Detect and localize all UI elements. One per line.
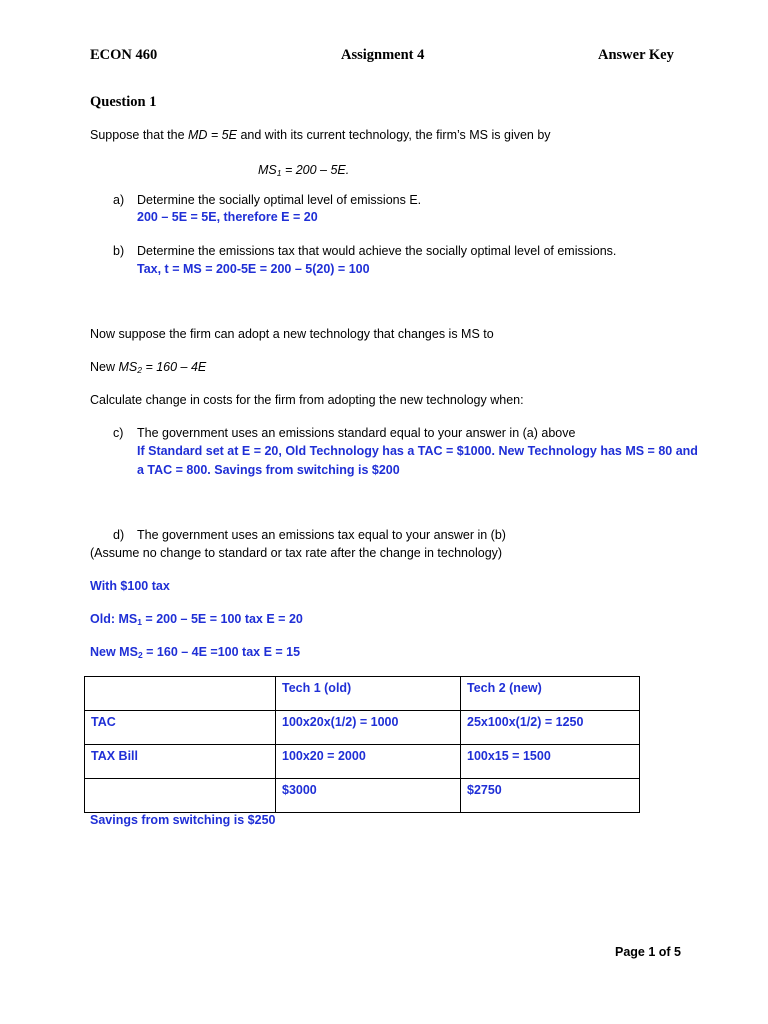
part-c-question: c) The government uses an emissions standard equal to your answer in (a) above <box>113 426 576 440</box>
part-c-answer-line2: a TAC = 800. Savings from switching is $200 <box>137 463 400 477</box>
table-cell: $3000 <box>276 779 461 813</box>
table-cell: TAC <box>85 711 276 745</box>
table-cell <box>85 779 276 813</box>
cost-table <box>84 676 640 813</box>
new-tech-equation: New $MS_2 = 160 - 4E =100$ tax E = 15 <box>90 645 301 660</box>
table-cell: 100x20x(1/2) = 1000 <box>276 711 461 745</box>
calc-text: Calculate change in costs for the firm from adopting the new technology when: <box>90 393 524 407</box>
old-tech-equation: Old: $MS_1 = 200 - 5E = 100$ tax E = 20 <box>90 612 303 627</box>
part-a-answer: 200 – 5E = 5E, therefore E = 20 <box>137 210 318 224</box>
assignment-title: Assignment 4 <box>341 47 425 63</box>
table-cell: $2750 <box>461 779 640 813</box>
new-tech-text: Now suppose the firm can adopt a new technology that changes is MS to <box>90 327 494 341</box>
table-cell: 25x100x(1/2) = 1250 <box>461 711 640 745</box>
table-row <box>85 745 640 779</box>
answer-key-label: Answer Key <box>598 47 674 63</box>
part-c-answer-line1: If Standard set at E = 20, Old Technology has a TAC = $1000. New Technology has MS = 80 and <box>137 444 698 458</box>
table-cell: Tech 2 (new) <box>461 677 640 711</box>
part-b-question: b) Determine the emissions tax that would achieve the socially optimal level of emissions. <box>113 244 617 258</box>
table-cell: Tech 1 (old) <box>276 677 461 711</box>
course-code: ECON 460 <box>90 47 158 63</box>
part-b-answer: Tax, t = MS = 200-5E = 200 – 5(20) = 100 <box>137 262 370 276</box>
table-cell: 100x15 = 1500 <box>461 745 640 779</box>
part-a-question: a) Determine the socially optimal level of emissions E. <box>113 193 422 207</box>
intro-text: Suppose that the MD = 5E and with its current technology, the firm’s MS is given by <box>90 128 551 142</box>
table-cell: 100x20 = 2000 <box>276 745 461 779</box>
table-row <box>85 711 640 745</box>
with-tax-text: With $100 tax <box>90 579 170 593</box>
page-number: Page 1 of 5 <box>615 945 681 959</box>
ms1-equation: $MS_1 = 200 - 5E$. <box>258 163 350 178</box>
part-d-note: (Assume no change to standard or tax rate after the change in technology) <box>90 546 503 560</box>
question-title: Question 1 <box>90 94 157 110</box>
table-cell <box>85 677 276 711</box>
md-equation: MD = 5E <box>188 128 237 142</box>
part-d-question: d) The government uses an emissions tax equal to your answer in (b) <box>113 528 506 542</box>
table-cell: TAX Bill <box>85 745 276 779</box>
ms2-equation: New $MS_2 = 160 - 4E$ <box>90 360 207 375</box>
savings-text: Savings from switching is $250 <box>90 813 276 827</box>
table-row <box>85 779 640 813</box>
table-header-row <box>85 677 640 711</box>
